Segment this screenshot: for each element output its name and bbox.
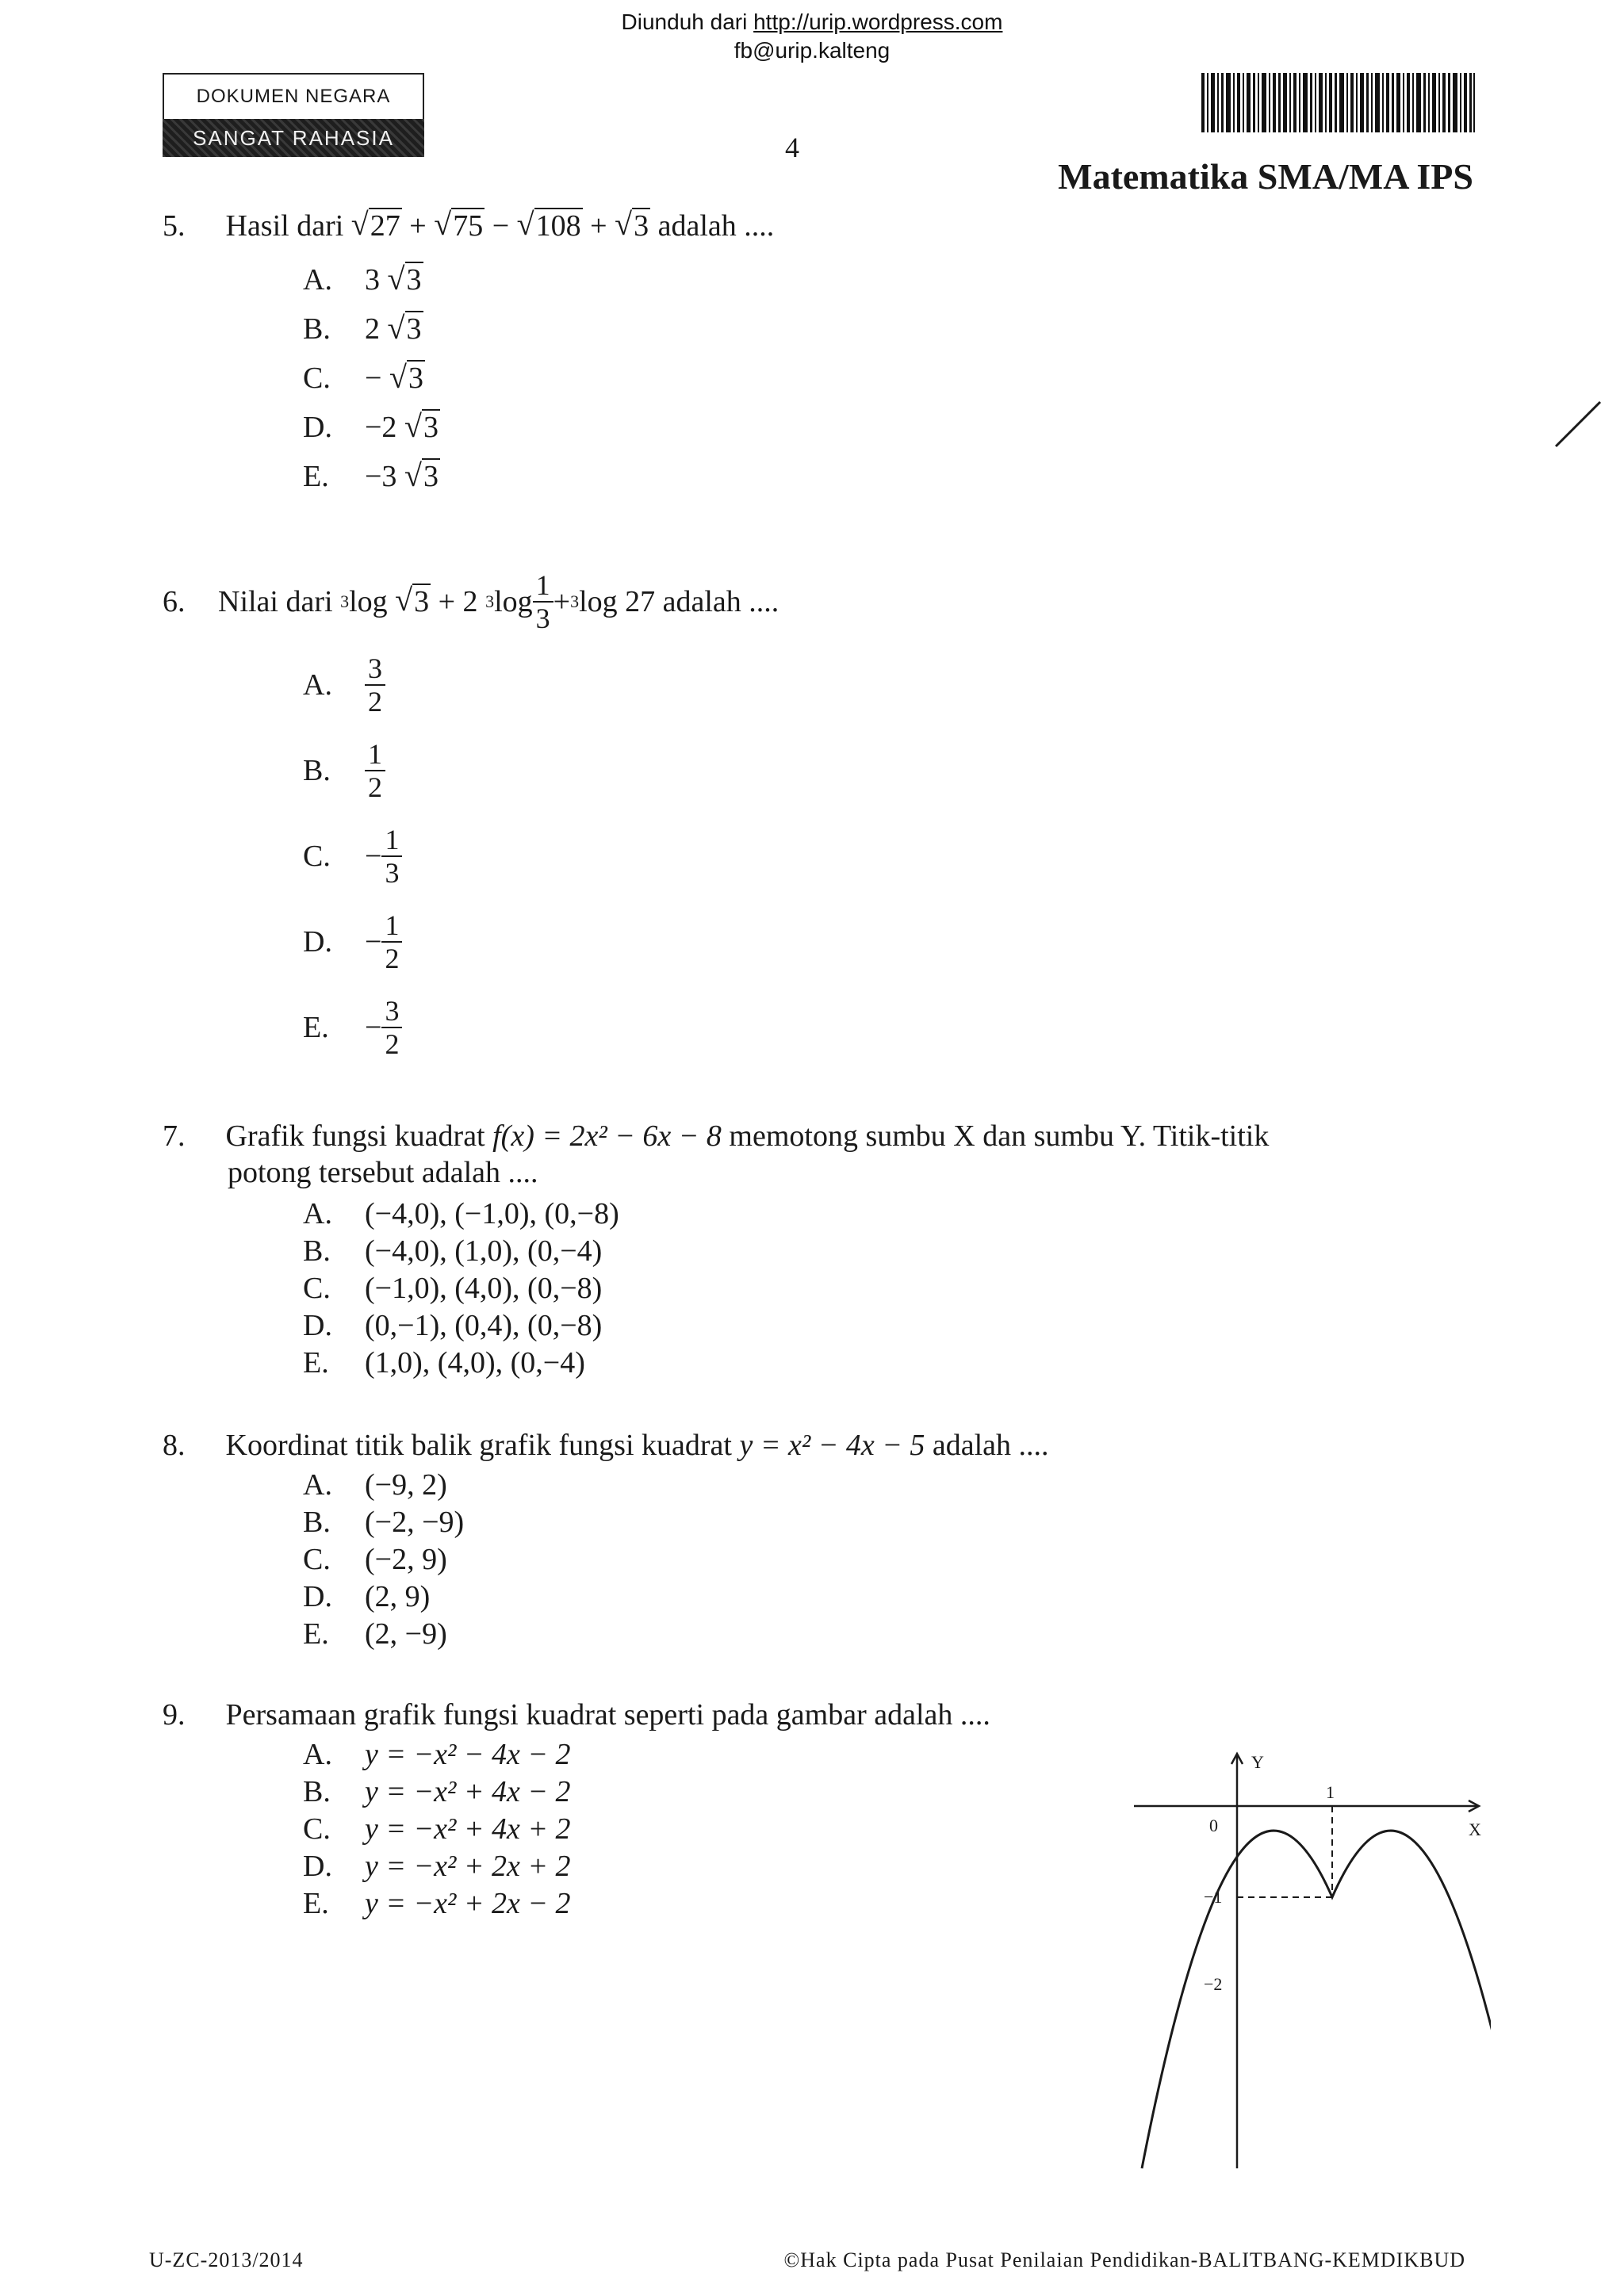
question-7: 7. Grafik fungsi kuadrat f(x) = 2x² − 6x − 8 memotong sumbu X dan sumbu Y. Titik-titik	[163, 1119, 1270, 1153]
option-e[interactable]: E. y = −x² + 2x − 2	[303, 1887, 571, 1920]
option-b[interactable]: B. (−4,0), (1,0), (0,−4)	[303, 1234, 603, 1268]
tick-y-minus1: −1	[1204, 1887, 1223, 1907]
sqrt-27: √ 27	[351, 208, 402, 244]
option-d[interactable]: D. − $\frac{1}{2}$	[303, 899, 402, 985]
option-d[interactable]: D. (0,−1), (0,4), (0,−8)	[303, 1309, 603, 1342]
question-number: 5.	[163, 209, 186, 243]
origin-label: 0	[1209, 1816, 1218, 1835]
option-b[interactable]: B. (−2, −9)	[303, 1506, 465, 1539]
option-a[interactable]: A. y = −x² − 4x − 2	[303, 1738, 571, 1771]
q5-options	[303, 262, 440, 507]
formula: y = x² − 4x − 5	[739, 1429, 925, 1462]
option-d[interactable]: D. (2, 9)	[303, 1580, 431, 1613]
y-axis-label: Y	[1251, 1752, 1264, 1772]
download-prefix: Diunduh dari	[621, 10, 748, 34]
option-b[interactable]: B. y = −x² + 4x − 2	[303, 1775, 571, 1808]
option-a[interactable]: A. 3 √ 3	[303, 262, 440, 311]
question-intro: Hasil dari	[225, 209, 344, 243]
source-link[interactable]: http://urip.wordpress.com	[753, 10, 1003, 34]
parabola-graph	[1126, 1744, 1491, 2172]
option-e[interactable]: E. − $\frac{3}{2}$	[303, 985, 402, 1070]
option-e[interactable]: E. (1,0), (4,0), (0,−4)	[303, 1346, 585, 1380]
tick-x-1: 1	[1326, 1782, 1335, 1802]
facebook-note: fb@urip.kalteng	[733, 38, 891, 63]
question-tail: adalah ....	[662, 585, 779, 618]
question-intro: Nilai dari	[218, 585, 333, 618]
sqrt-108: √ 108	[517, 208, 583, 244]
parabola-curve	[1142, 1831, 1491, 2168]
check-mark-icon	[1554, 400, 1602, 448]
option-e[interactable]: E. −3 √ 3	[303, 458, 440, 507]
q6-options	[303, 642, 402, 1070]
option-c[interactable]: C. y = −x² + 4x + 2	[303, 1812, 571, 1846]
stamp-bottom-text: SANGAT RAHASIA	[163, 119, 424, 157]
option-b[interactable]: B. 2 √ 3	[303, 311, 440, 360]
q8-options	[303, 1467, 464, 1653]
question-6: 6. Nilai dari 3 log √ 3 + 2 3 log $\frac{1}{3}$ + 3 log 27 adalah ....	[163, 569, 779, 634]
option-d[interactable]: D. y = −x² + 2x + 2	[303, 1850, 571, 1883]
option-c[interactable]: C. (−2, 9)	[303, 1543, 447, 1576]
option-a[interactable]: A. (−9, 2)	[303, 1468, 447, 1502]
question-number: 7.	[163, 1119, 186, 1153]
q7-options	[303, 1196, 619, 1382]
option-a[interactable]: A. $\frac{3}{2}$	[303, 642, 402, 728]
fraction-one-third: $\frac{1}{3}$	[533, 569, 553, 634]
page-number: 4	[785, 132, 799, 163]
footer-code: U-ZC-2013/2014	[149, 2248, 304, 2271]
barcode-icon	[1201, 73, 1475, 132]
question-9: 9. Persamaan grafik fungsi kuadrat seperti pada gambar adalah ....	[163, 1698, 990, 1732]
sqrt-3: √ 3	[615, 208, 650, 244]
question-number: 9.	[163, 1698, 186, 1732]
tick-y-minus2: −2	[1204, 1974, 1223, 1994]
option-a[interactable]: A. (−4,0), (−1,0), (0,−8)	[303, 1197, 619, 1230]
footer-copyright: ©Hak Cipta pada Pusat Penilaian Pendidikan-BALITBANG-KEMDIKBUD	[783, 2248, 1465, 2271]
option-d[interactable]: D. −2 √ 3	[303, 409, 440, 458]
option-e[interactable]: E. (2, −9)	[303, 1617, 447, 1651]
sqrt-75: √ 75	[434, 208, 485, 244]
question-number: 6.	[163, 585, 186, 618]
question-7-line2: potong tersebut adalah ....	[228, 1156, 538, 1189]
option-c[interactable]: C. (−1,0), (4,0), (0,−8)	[303, 1272, 603, 1305]
question-number: 8.	[163, 1429, 186, 1462]
question-8: 8. Koordinat titik balik grafik fungsi kuadrat y = x² − 4x − 5 adalah ....	[163, 1429, 1049, 1462]
formula: f(x) = 2x² − 6x − 8	[492, 1119, 722, 1153]
subject-title: Matematika SMA/MA IPS	[1058, 156, 1473, 197]
x-axis-label: X	[1469, 1820, 1481, 1839]
question-5: 5. Hasil dari √ 27 + √ 75 − √ 108 + √ 3 adalah ....	[163, 208, 774, 244]
option-c[interactable]: C. − $\frac{1}{3}$	[303, 813, 402, 899]
stamp-top-text: DOKUMEN NEGARA	[163, 73, 424, 119]
download-note	[0, 8, 1624, 65]
question-tail: adalah ....	[657, 209, 775, 243]
q9-options	[303, 1736, 571, 1923]
option-b[interactable]: B. $\frac{1}{2}$	[303, 728, 402, 813]
classification-stamp	[163, 73, 424, 157]
option-c[interactable]: C. − √ 3	[303, 360, 440, 409]
